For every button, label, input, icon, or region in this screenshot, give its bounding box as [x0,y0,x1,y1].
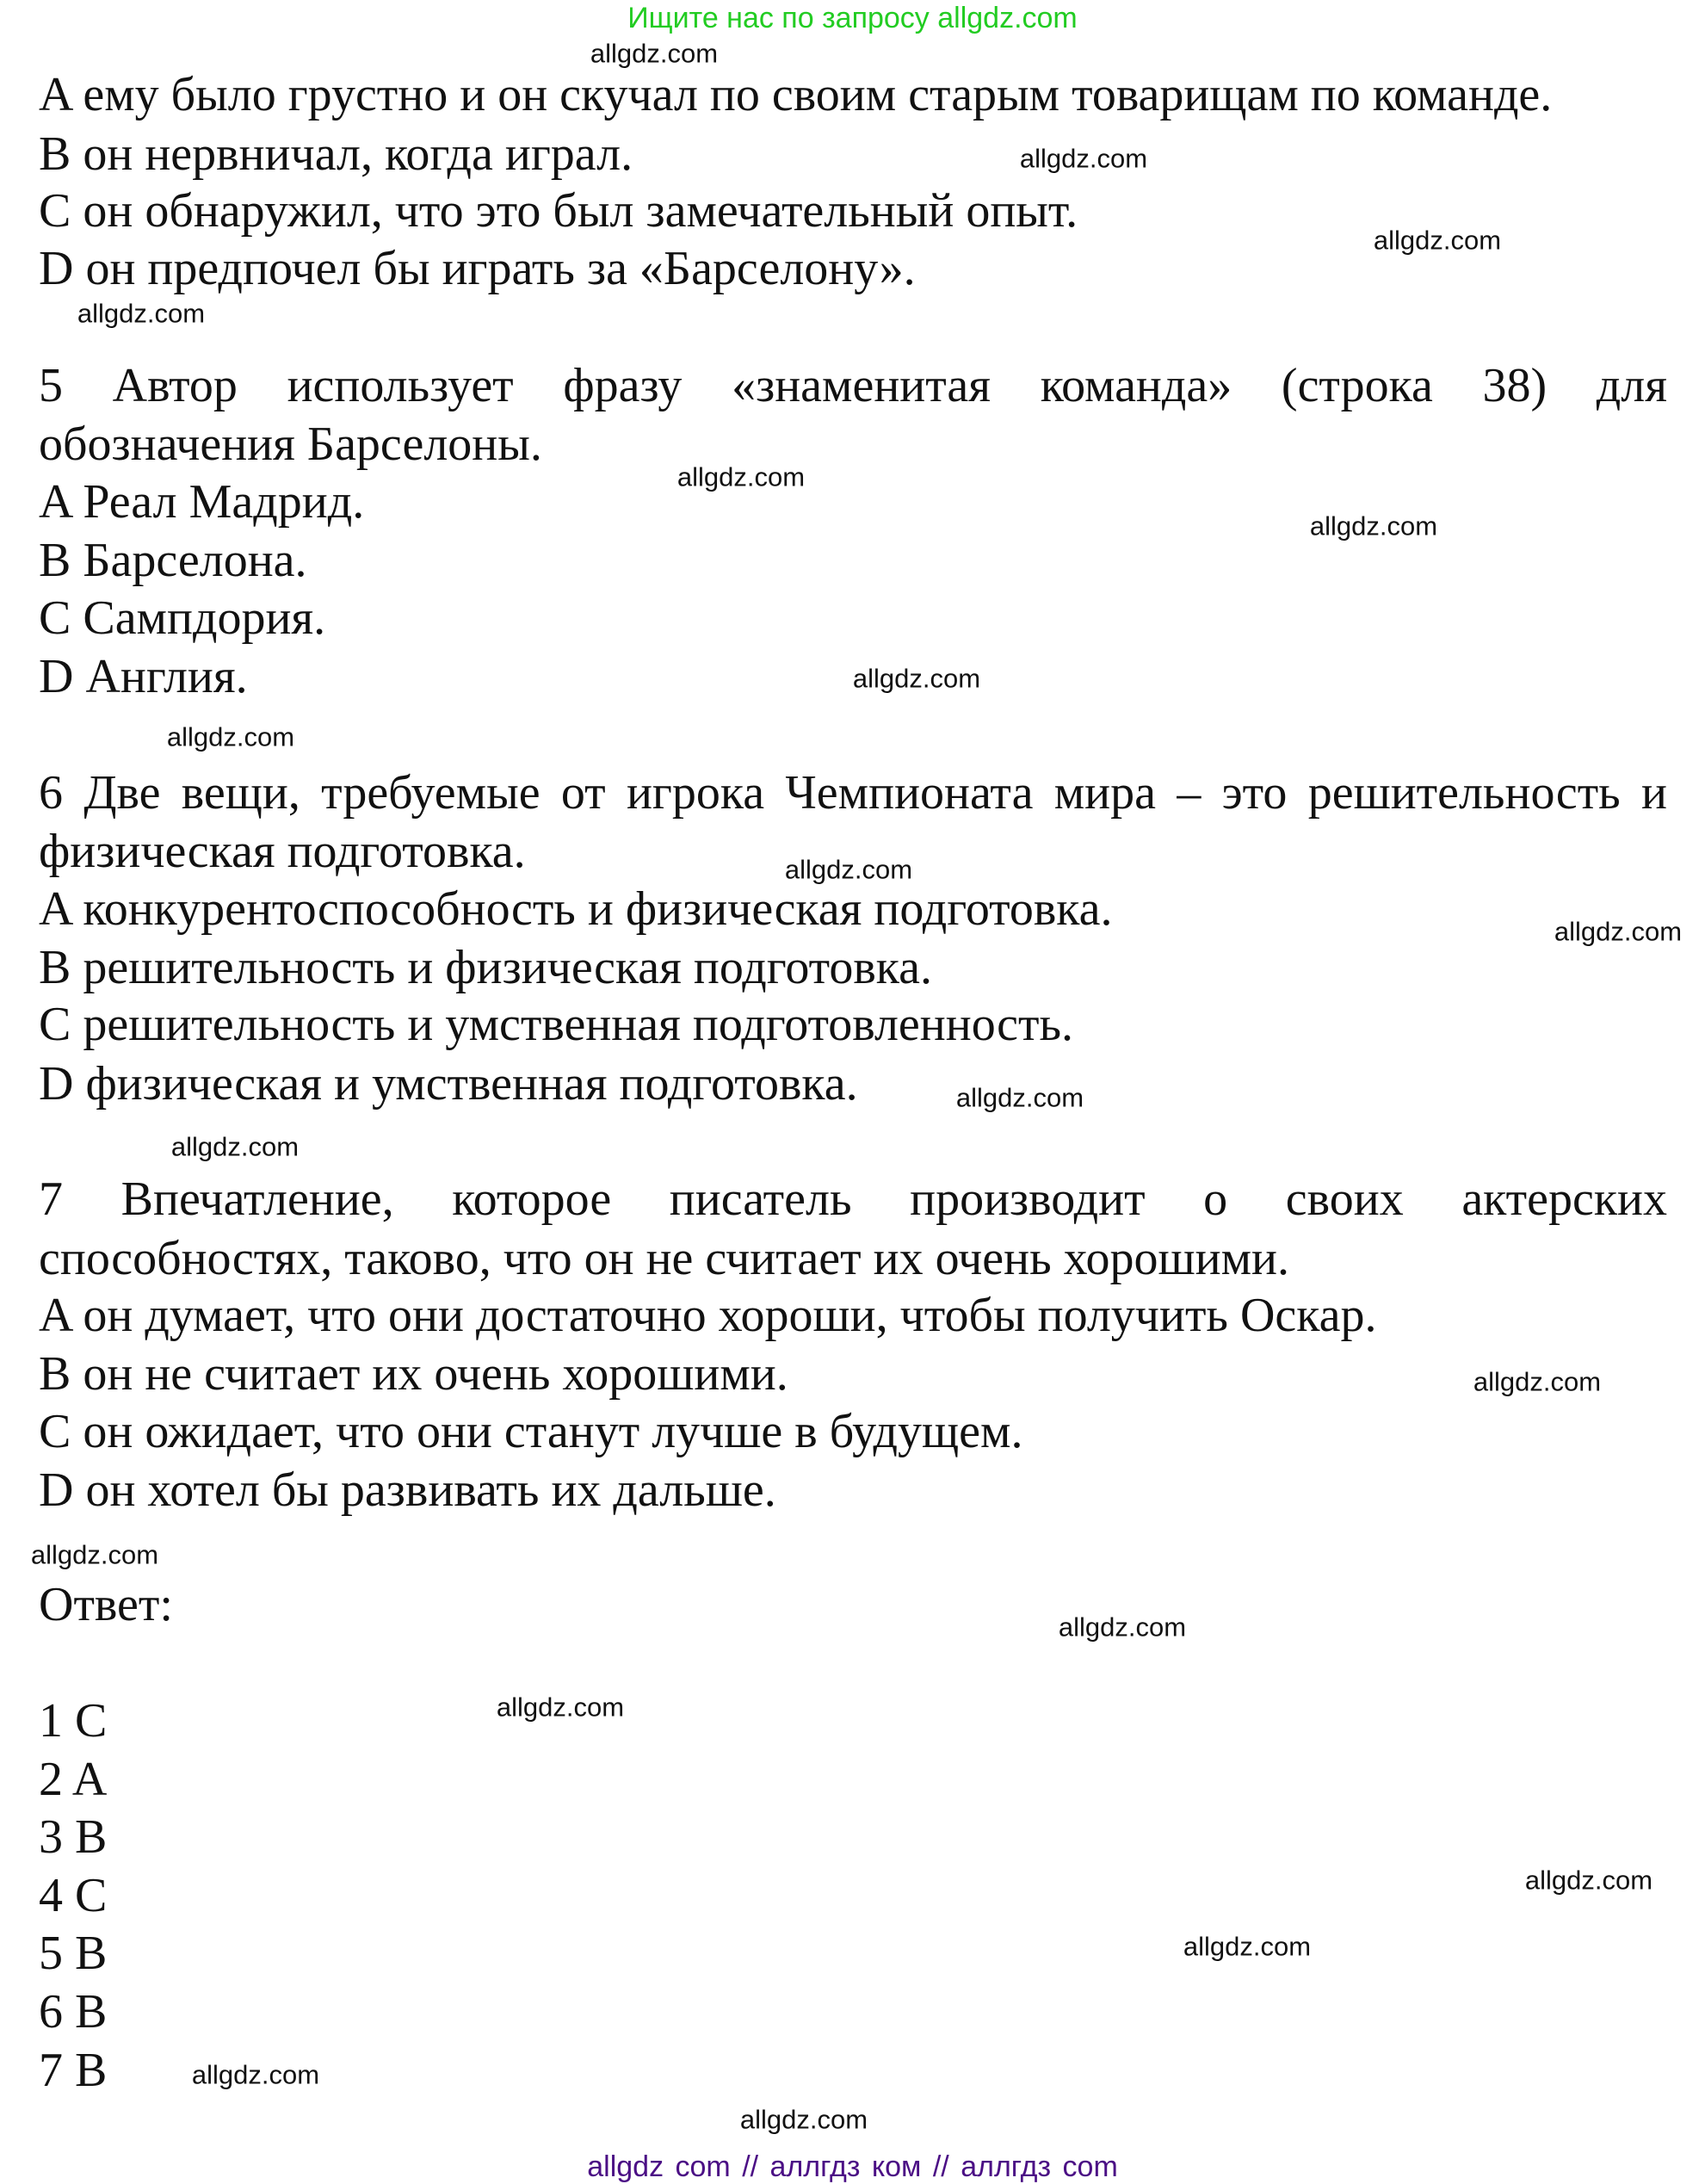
text-line: A ему было грустно и он скучал по своим старым товарищам по команде. [39,68,1553,121]
watermark: allgdz.com [1183,1931,1312,1962]
text-line: физическая подготовка. [39,825,526,878]
text-line: C он ожидает, что они станут лучше в будущем. [39,1405,1023,1458]
text-line: обозначения Барселоны. [39,418,542,471]
text-line: 2 A [39,1753,108,1806]
watermark: allgdz.com [1524,1865,1653,1896]
watermark: allgdz.com [496,1692,625,1723]
watermark: allgdz.com [1473,1366,1602,1397]
text-line: B он нервничал, когда играл. [39,127,633,181]
text-line: 5 B [39,1927,108,1980]
watermark: allgdz.com [739,2104,868,2135]
watermark: allgdz.com [676,461,806,492]
text-line: 4 C [39,1869,108,1922]
text-line: C решительность и умственная подготовленность. [39,998,1073,1051]
text-line: Ответ: [39,1578,173,1631]
watermark: allgdz.com [1554,916,1683,947]
watermark: allgdz.com [955,1082,1084,1113]
search-hint-header: Ищите нас по запросу allgdz.com [627,2,1078,34]
text-line: D Англия. [39,650,248,703]
text-line: 6 B [39,1985,108,2039]
text-line: A Реал Мадрид. [39,475,365,529]
watermark: allgdz.com [852,663,981,694]
watermark: allgdz.com [30,1539,159,1570]
text-line: A конкурентоспособность и физическая подготовка. [39,882,1113,936]
text-line: 1 C [39,1694,108,1748]
text-line: 5 Автор использует фразу «знаменитая команда» (строка 38) для [39,359,1667,412]
text-line: D физическая и умственная подготовка. [39,1057,858,1111]
watermark: allgdz.com [191,2059,320,2090]
text-line: 6 Две вещи, требуемые от игрока Чемпионата мира – это решительность и [39,766,1667,820]
watermark: allgdz.com [77,298,206,329]
watermark: allgdz.com [1309,510,1438,541]
text-line: B решительность и физическая подготовка. [39,941,932,994]
text-line: C он обнаружил, что это был замечательный опыт. [39,184,1078,238]
text-line: D он предпочел бы играть за «Барселону». [39,242,916,295]
text-line: A он думает, что они достаточно хороши, чтобы получить Оскар. [39,1289,1377,1342]
text-line: 7 B [39,2044,108,2097]
text-line: B он не считает их очень хорошими. [39,1347,788,1401]
watermark: allgdz.com [590,38,719,69]
watermark: allgdz.com [1019,143,1148,174]
watermark: allgdz.com [784,854,913,885]
watermark: allgdz.com [170,1131,300,1162]
text-line: C Сампдория. [39,591,326,645]
text-line: способностях, таково, что он не считает их очень хорошими. [39,1232,1290,1285]
watermark: allgdz.com [1058,1612,1187,1643]
text-line: B Барселона. [39,534,307,587]
footer-links: allgdz com // аллгдз ком // аллгдз com [587,2150,1118,2183]
text-line: 3 B [39,1810,108,1864]
text-line: 7 Впечатление, которое писатель производит о своих актерских [39,1172,1667,1226]
watermark: allgdz.com [166,721,295,752]
watermark: allgdz.com [1373,225,1502,256]
text-line: D он хотел бы развивать их дальше. [39,1463,776,1517]
